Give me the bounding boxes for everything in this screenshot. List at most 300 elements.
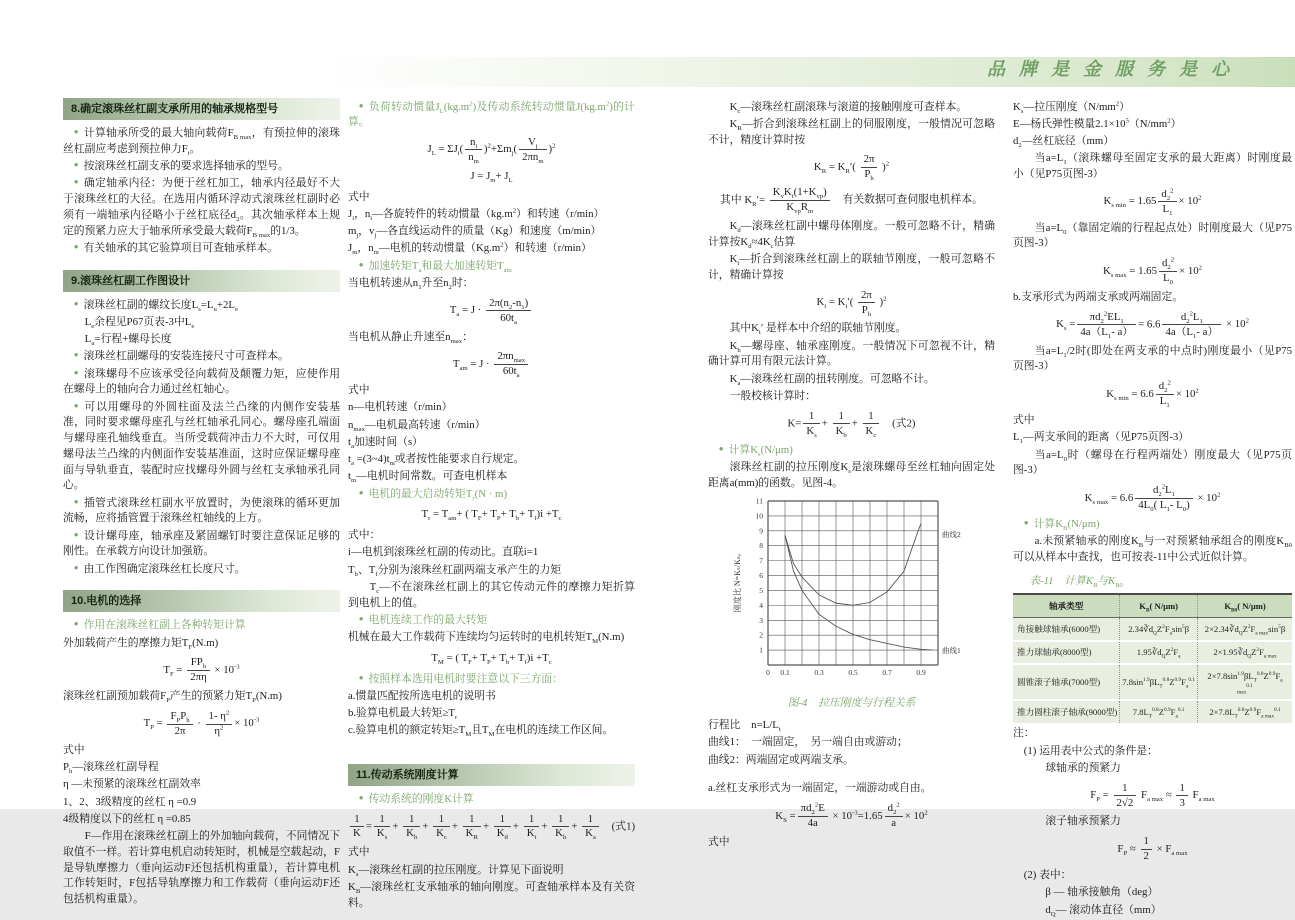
numerator: 1- $\eta^2$ xyxy=(206,710,233,724)
fraction xyxy=(798,802,828,830)
formula xyxy=(708,153,995,181)
table-cell: 推力球轴承(8000型) xyxy=(1013,641,1120,665)
formula-text: $J = J_m+ J_L$ xyxy=(470,169,513,185)
paragraph: 滚子轴承预紧力 xyxy=(1013,815,1121,828)
paragraph: 式中 xyxy=(708,836,730,849)
paragraph: $K_h—$螺母座、轴承座刚度。一般情况下可忽视不计，精确计算可用有限元法计算。 xyxy=(708,339,995,368)
fraction xyxy=(403,813,420,841)
column-3 xyxy=(708,98,995,852)
paragraph: 注： xyxy=(1013,727,1035,740)
paragraph: 机械在最大工作载荷下连续均匀运转时的电机转矩$T_M(N.m)$ xyxy=(348,631,625,646)
table-cell: 推力圆柱滚子轴承(9000型) xyxy=(1013,700,1120,724)
paragraph: 式中 xyxy=(348,190,370,203)
paragraph: 式中 xyxy=(63,743,85,756)
paragraph: $t_a$ $=(3\sim 4)t_m$或者按性能要求自行规定。 xyxy=(348,453,525,468)
paragraph: n—电机转速（r/min） xyxy=(348,401,453,414)
denominator: $n_m$ xyxy=(468,150,479,166)
paragraph: (2) 表中： xyxy=(1013,869,1072,882)
table-cell: $1.95∛d_QZ^2F_a$ xyxy=(1120,641,1198,665)
paragraph: 曲线1： 一端固定， 另一端自由或游动； xyxy=(708,736,908,749)
fraction xyxy=(433,813,450,841)
numerator: $d_2^2L_1$ xyxy=(1135,484,1192,498)
formula-text: + xyxy=(821,417,831,430)
bullet-icon: ● xyxy=(73,400,80,410)
formula-text: = 6.6 xyxy=(1138,318,1161,331)
bullet-icon: ● xyxy=(358,259,364,269)
table-row xyxy=(1013,618,1292,641)
formula-text: $K_S$ = xyxy=(775,809,796,824)
paragraph: $K_R—$折合到滚珠丝杠副上的伺服刚度，一般情况可忽略不计，精度计算时按 xyxy=(708,117,995,146)
fraction xyxy=(1114,782,1137,810)
svg-text:2: 2 xyxy=(758,631,763,641)
denominator: $\eta^2$ xyxy=(214,724,224,737)
numerator: 1 xyxy=(1141,835,1152,849)
formula-text: × $F_{a max}$ xyxy=(1153,842,1188,857)
numerator: 1 xyxy=(350,813,364,827)
formula-text: K= xyxy=(787,417,802,430)
table-cell: $7.8L_T^{0.8}Z^{0.9}F_a^{0.1}$ xyxy=(1120,700,1198,724)
paragraph: F—作用在滚珠丝杠副上的外加轴向载荷，不同情况下取值不一样。若计算电机启动转矩时，机械是空载起动，F是导轨摩擦力（垂向运动F还包括机构重量），若计算电机工作转矩时，F包括导轨摩擦力和工作载荷（垂向运动F还包括机构重量）。 xyxy=(63,830,340,906)
bullet-icon: ● xyxy=(73,529,79,539)
fraction xyxy=(1141,835,1152,863)
fraction xyxy=(187,656,210,684)
green-bullet-item: ● 计算$K_B(N/\mu m)$ xyxy=(1023,518,1100,533)
paragraph: β — 轴承接触角（deg） xyxy=(1013,886,1159,899)
formula-text: · xyxy=(194,717,204,730)
paragraph: 滚珠丝杠副的拉压刚度$K_s$是滚珠螺母至丝杠轴向固定处距离a(mm)的函数。见图-4。 xyxy=(708,460,996,489)
denominator: $K_t$ xyxy=(526,827,537,842)
formula-text: × $10^{-3}$ xyxy=(211,663,240,676)
numerator: $d_2^2$ xyxy=(1156,380,1174,394)
denominator: 2π xyxy=(174,725,186,737)
green-bullet-item: ● 作用在滚珠丝杠副上各种转矩计算 xyxy=(73,619,246,632)
column-header: 轴承类型 xyxy=(1013,594,1120,618)
green-bullet-item: ● 加速转矩$T_a$和最大加速转矩$T_{am}$ xyxy=(358,259,512,274)
svg-text:0.3: 0.3 xyxy=(813,668,824,678)
paragraph: 4级精度以下的丝杠 η =0.85 xyxy=(63,812,191,825)
table-body xyxy=(1013,618,1292,724)
paragraph: 式中 xyxy=(1013,414,1035,427)
formula xyxy=(708,410,995,438)
bullet-item: ● 计算轴承所受的最大轴向载荷$F_{B max}$，有预拉伸的滚珠丝杠副应考虑到预拉伸力$F_t$。 xyxy=(63,127,340,157)
numerator: 1 xyxy=(463,813,481,827)
bullet-icon: ● xyxy=(358,672,364,682)
formula-text: $K_t = K_t'$( xyxy=(816,296,856,311)
numerator: $d_2^2L_1$ xyxy=(1162,311,1221,325)
denominator: $4a(L_1-$ a） xyxy=(1165,325,1219,340)
bullet-icon: ● xyxy=(73,127,79,137)
formula-text: (式2) xyxy=(881,417,916,430)
svg-text:0.1: 0.1 xyxy=(779,668,790,678)
column-4 xyxy=(1013,98,1292,920)
numerator: 1 xyxy=(374,813,390,827)
bullet-icon: ● xyxy=(358,100,364,110)
formula-text: $F_P$ ≈ xyxy=(1117,842,1139,857)
numerator: $\pi d_2^2E$ xyxy=(798,802,828,816)
denominator: $K_{vp}R_m$ xyxy=(786,201,814,216)
denominator: 2 xyxy=(1143,850,1149,863)
denominator: $K_R$ xyxy=(465,827,478,842)
formula xyxy=(1013,380,1292,408)
table-row xyxy=(1013,700,1292,724)
svg-text:7: 7 xyxy=(758,556,763,566)
fraction xyxy=(350,813,364,841)
green-bullet-item: ● 传动系统的刚度K计算 xyxy=(358,792,474,805)
formula-text: $T_P$ = xyxy=(143,717,166,732)
paragraph: $L_u=$行程+螺母长度 xyxy=(84,333,172,348)
green-bullet-item: ● 计算$K_s(N/\mu m)$ xyxy=(718,443,793,458)
table-header-row xyxy=(1013,594,1292,618)
svg-text:3: 3 xyxy=(758,616,763,626)
paragraph: c.验算电机的额定转矩$\ge T_M$且$T_M$在电机的连续工作区间。 xyxy=(348,724,614,739)
paragraph: 曲线2：两端固定或两端支承。 xyxy=(708,753,854,766)
paragraph: 球轴承的预紧力 xyxy=(1013,761,1121,774)
formula-text: )$^2$ xyxy=(879,160,890,173)
bullet-icon: ● xyxy=(1023,518,1029,528)
fraction xyxy=(863,410,880,438)
fraction xyxy=(885,802,903,830)
numerator: $n_i$ xyxy=(465,136,482,150)
bullet-icon: ● xyxy=(358,613,364,623)
paragraph: $K_s—$拉压刚度$(N/mm^2)$ xyxy=(1013,99,1130,115)
paragraph: 式中 xyxy=(348,846,370,859)
fraction xyxy=(1159,257,1177,285)
paragraph: 1、2、3级精度的丝杠 η =0.9 xyxy=(63,795,197,808)
paragraph: $K_c—$滚珠丝杠副滚珠与滚道的接触刚度可查样本。 xyxy=(729,100,968,115)
denominator: $K_b$ xyxy=(406,827,418,842)
bullet-item: ● 滚珠丝杠副螺母的安装连接尺寸可查样本。 xyxy=(73,350,289,363)
bullet-icon: ● xyxy=(73,241,79,251)
fraction xyxy=(833,410,850,438)
denominator: 2√2 xyxy=(1116,796,1134,809)
bearing-stiffness-table xyxy=(1013,593,1292,725)
svg-text:0: 0 xyxy=(765,668,770,678)
formula xyxy=(348,169,635,185)
denominator: $P_h$ xyxy=(864,168,874,183)
bullet-icon: ● xyxy=(73,562,79,572)
paragraph: 式中： xyxy=(348,529,381,542)
denominator: $2\pi n_m$ xyxy=(522,150,544,166)
numerator: 1 xyxy=(403,813,420,827)
numerator: 1 xyxy=(1114,782,1137,796)
formula-text: × $10^2$ xyxy=(1178,194,1202,208)
denominator: a xyxy=(891,817,897,830)
brand-slogan: 品牌是金服务是心 xyxy=(987,59,1243,79)
formula-text: 有关数据可查伺服电机样本。 xyxy=(831,193,983,206)
table-cell: 圆锥滚子轴承(7000型) xyxy=(1013,664,1120,700)
column-header: $K_B$( N/μm) xyxy=(1120,594,1198,618)
numerator: 1 xyxy=(1176,782,1187,796)
svg-text:11: 11 xyxy=(755,496,763,506)
paragraph: 外加载荷产生的摩擦力矩$T_F(N.m)$ xyxy=(63,636,219,651)
formula-text: + xyxy=(482,819,492,832)
section-header: 9.滚珠丝杠副工作图设计 xyxy=(63,270,340,292)
paragraph: b.支承形式为两端支承或两端固定。 xyxy=(1013,291,1184,304)
formula-text: $K_{s min} = 1.65$ xyxy=(1103,195,1157,210)
svg-text:0.5: 0.5 xyxy=(847,668,858,678)
paragraph: $d_Q—$ 滚动体直径（mm） xyxy=(1013,903,1162,918)
formula-text: )$^2$ xyxy=(548,142,556,156)
paragraph: a.未预紧轴承的刚度$K_B$与一对预紧轴承组合的刚度$K_{B0}$可以从样本中查找，也可按表-11中公式近似计算。 xyxy=(1013,535,1292,564)
fraction xyxy=(1135,484,1192,512)
formula xyxy=(63,710,340,738)
fraction xyxy=(1162,311,1221,339)
fraction xyxy=(803,410,819,438)
formula-text: 其中 $K_R'=$ xyxy=(720,193,768,208)
paragraph: 当$a=L_1/2$时(即处在两支承的中点时)刚度最小（见P75页图-3） xyxy=(1013,344,1292,373)
numerator: 2π xyxy=(858,289,875,303)
bullet-item: ● 按滚珠丝杠副支承的要求选择轴承的型号。 xyxy=(73,160,289,173)
paragraph: i—电机到滚珠丝杠副的传动比。直联i=1 xyxy=(348,546,539,559)
denominator: $K_c$ xyxy=(865,424,877,439)
formula xyxy=(708,186,995,214)
green-bullet-item: ● 负荷转动惯量$J_L(kg.m^2)$及传动系统转动惯量$J(kg.m^2)$的计算。 xyxy=(348,99,635,129)
svg-text:10: 10 xyxy=(755,511,763,521)
numerator: 1 xyxy=(863,410,880,424)
formula-text: + xyxy=(392,819,402,832)
formula-text: $K_{s max} = 6.6$ xyxy=(1084,491,1134,506)
fraction xyxy=(861,153,878,181)
formula xyxy=(708,802,995,830)
denominator: $L_0$ xyxy=(1163,272,1173,287)
section-header: 8.确定滚珠丝杠副支承所用的轴承规格型号 xyxy=(63,98,340,120)
paragraph: $P_h—$滚珠丝杠副导程 xyxy=(63,761,159,776)
numerator: 1 xyxy=(524,813,540,827)
paragraph: η —未预紧的滚珠丝杠副效率 xyxy=(63,778,201,791)
formula-text: $K_{s min} = 6.6$ xyxy=(1106,387,1154,402)
paragraph: $d_2—$丝杠底径（mm） xyxy=(1013,135,1115,150)
denominator: $4a(L_1-$ a） xyxy=(1080,325,1134,340)
paragraph: $T_b$、$T_f$分别为滚珠丝杠副两端支承产生的力矩 xyxy=(348,563,562,578)
numerator: $2\pi(n_2-n_1)$ xyxy=(486,297,531,311)
formula-text: $J_L = \Sigma J_i$( xyxy=(427,143,464,158)
formula-text: = xyxy=(365,819,372,832)
fraction xyxy=(494,350,528,378)
formula-text: × $10^2$ xyxy=(1175,387,1199,400)
fraction xyxy=(1077,311,1136,339)
spacer xyxy=(708,770,995,780)
table-cell: $2\times 1.95∛d_QZ^2F_{a max}$ xyxy=(1198,641,1292,665)
formula xyxy=(1013,188,1292,216)
formula xyxy=(63,656,340,684)
bullet-item: ● 可以用螺母的外圆柱面及法兰凸缘的内侧作安装基准，同时要求螺母座孔与丝杠轴承孔同心。螺母座孔端面与螺母座孔轴线垂直。当所受载荷冲击力不大时，可仅用螺母法兰凸缘的内侧面作安装基准面，这时应保证螺母座面与导轨垂直，装配时应找螺母外圆与丝杠支承轴承孔同心。 xyxy=(63,400,341,492)
paragraph: a.丝杠支承形式为一端固定，一端游动或自由。 xyxy=(708,782,932,795)
bullet-icon: ● xyxy=(73,160,79,170)
paragraph: 一般校核计算时： xyxy=(729,389,816,402)
bullet-icon: ● xyxy=(73,177,79,187)
formula xyxy=(348,297,635,325)
numerator: $d_2^2$ xyxy=(1159,257,1177,271)
svg-text:曲线1: 曲线1 xyxy=(941,646,961,656)
table-cell: $2.34∛d_QZ^2F_a\sin^5\beta$ xyxy=(1120,618,1198,641)
formula-text: $T_r = T_{am}+$ ( $T_F+ T_P+ T_b+ T_f)i +T_c$ xyxy=(421,508,562,523)
numerator: 1 xyxy=(803,410,819,424)
numerator: 1 xyxy=(433,813,450,827)
paragraph: $T_c—$不在滚珠丝杠副上的其它传动元件的摩擦力矩折算到电机上的值。 xyxy=(348,580,635,609)
paragraph: 当电机转速从$n_1$升至$n_2$时： xyxy=(348,276,474,292)
paragraph: (1) 运用表中公式的条件是： xyxy=(1013,744,1158,757)
formula-text: (式1) xyxy=(600,819,636,832)
denominator: K xyxy=(353,827,361,840)
fraction xyxy=(1158,188,1176,216)
formula-text: × $10^2$ xyxy=(1194,490,1221,504)
formula-text: $F_P$ = xyxy=(1090,789,1112,804)
formula xyxy=(1013,311,1292,339)
paragraph: $K_a—$滚珠丝杠副的扭转刚度。可忽略不计。 xyxy=(729,372,935,387)
formula xyxy=(1013,835,1292,863)
paragraph: E—杨氏弹性模量$2.1\times 10^5(N/mm^2)$ xyxy=(1013,117,1182,130)
table-cell: $2\times 7.8L_T^{0.8}Z^{0.9}F_{a max}^{0.1}$ xyxy=(1198,700,1292,724)
paragraph: $m_j$，$v_j—$各直线运动件的质量（Kg）和速度（m/min） xyxy=(348,225,602,240)
formula xyxy=(348,350,635,378)
fraction xyxy=(770,186,830,214)
fraction xyxy=(463,813,481,841)
formula-text: × $10^{-3}$ xyxy=(234,716,260,730)
formula-text: $T_F$ = xyxy=(163,663,186,678)
paragraph: $K_s—$滚珠丝杠副的拉压刚度。计算见下面说明 xyxy=(348,863,564,878)
numerator: $\pi d_2^2EL_1$ xyxy=(1077,311,1136,325)
table-head xyxy=(1013,594,1292,618)
denominator: $K_c$ xyxy=(436,827,447,842)
denominator: $K_s$ xyxy=(806,424,817,439)
formula xyxy=(348,813,635,841)
table-cell: $2\times 7.8\sin^{1.9}\beta L_T^{0.8}Z^{0.9}F_{a max}^{0.1}$ xyxy=(1198,664,1292,700)
formula-text: $T_a = J$ · xyxy=(449,304,485,319)
formula xyxy=(1013,257,1292,285)
paragraph: $J_m$，$n_m—$电机的转动惯量$(Kg.m^2)$和转速（r/min） xyxy=(348,241,592,257)
formula-text: )$^2+\Sigma m_j$( xyxy=(483,142,518,158)
paragraph: 当电机从静止升速至$n_{max}$： xyxy=(348,330,473,345)
denominator: $K_h$ xyxy=(555,827,567,842)
denominator: 4a xyxy=(807,817,818,830)
column-1 xyxy=(63,98,340,909)
fraction xyxy=(465,136,482,164)
svg-text:8: 8 xyxy=(758,541,763,551)
paragraph: $L_1—$两支承间的距离（见P75页图-3） xyxy=(1013,431,1190,446)
bullet-icon: ● xyxy=(718,443,724,453)
denominator: $L_1$ xyxy=(1159,395,1170,410)
fraction xyxy=(374,813,390,841)
svg-text:1: 1 xyxy=(758,645,763,655)
formula-text: + xyxy=(422,819,432,832)
denominator: 3 xyxy=(1179,796,1185,809)
table-row xyxy=(1013,641,1292,665)
formula xyxy=(1013,484,1292,512)
paragraph: $K_t—$折合到滚珠丝杠副上的联轴节刚度，一般可忽略不计，精确计算按 xyxy=(708,253,995,281)
bullet-icon: ● xyxy=(358,792,364,802)
paragraph: $K_d—$滚珠丝杠副中螺母体刚度。一般可忽略不计，精确计算按$K_d\approx 4K_c$估算 xyxy=(708,220,995,250)
formula-text: $K_{s max} = 1.65$ xyxy=(1102,264,1157,279)
svg-text:4: 4 xyxy=(758,601,763,611)
denominator: $K_d$ xyxy=(496,827,508,842)
paragraph: 行程比 $n=L/L_t$ xyxy=(708,719,781,734)
denominator: $K_a$ xyxy=(585,827,596,842)
paragraph: 当$a=L_1$（滚珠螺母至固定支承的最大距离）时刚度最小（见P75页图-3） xyxy=(1013,152,1292,180)
numerator: 2π xyxy=(861,153,878,167)
bullet-item: ● 滚珠丝杠副的螺纹长度$L_s=L_u+2L_e$ xyxy=(73,298,238,313)
numerator: 1 xyxy=(552,813,569,827)
paragraph: a.惯量匹配按所选电机的说明书 xyxy=(348,689,496,702)
denominator: 2πη xyxy=(190,671,207,684)
fraction xyxy=(519,136,546,164)
paragraph: 式中 xyxy=(348,384,370,397)
paragraph: 当$a=L_0$时（螺母在行程两端处）刚度最大（见P75页图-3） xyxy=(1013,448,1292,477)
section-header: 11.传动系统刚度计算 xyxy=(348,764,635,786)
numerator: $K_vK_i(1+K_{vp})$ xyxy=(770,186,830,200)
svg-text:9: 9 xyxy=(758,526,763,536)
bullet-item: ● 确定轴承内径：为便于丝杠加工，轴承内径最好不大于滚珠丝杠的大径。在选用内循环浮动式滚珠丝杠副时必须有一端轴承内径略小于丝杠底径$d_2$。其次轴承样本上规定的预紧力应大于轴承所承受最大载荷$F_{B max}$的1/3。 xyxy=(63,177,340,239)
formula-text: $T_{am} = J$ · xyxy=(452,357,493,372)
column-2 xyxy=(348,98,635,913)
denominator: $P_h$ xyxy=(861,303,872,318)
numerator: 1 xyxy=(833,410,850,424)
formula-text: + xyxy=(571,819,581,832)
fraction xyxy=(552,813,569,841)
denominator: $K_s$ xyxy=(376,827,388,842)
formula-text: + xyxy=(541,819,551,832)
numerator: $V_j$ xyxy=(519,136,546,150)
numerator: $d_2^2$ xyxy=(1158,188,1176,202)
denominator: $K_b$ xyxy=(835,424,847,439)
bullet-icon: ● xyxy=(73,496,79,506)
svg-text:曲线2: 曲线2 xyxy=(941,530,961,540)
formula-text: × $10^2$ xyxy=(1223,317,1249,331)
figure-caption: 图-4 拉压刚度与行程关系 xyxy=(787,697,916,710)
formula-text: × $10^2$ xyxy=(1179,264,1203,277)
paragraph: $n_{max}—$电机最高转速（r/min） xyxy=(348,418,486,433)
formula-text: $T_M$ = ( $T_F+ T_P+ T_b+ T_f)i +T_c$ xyxy=(431,651,552,667)
numerator: $d_2^2$ xyxy=(885,802,903,816)
fraction xyxy=(582,813,599,841)
numerator: 1 xyxy=(582,813,599,827)
bullet-item: ● 设计螺母座，轴承座及紧固螺钉时要注意保证足够的刚性。在承载方向设计加强筋。 xyxy=(63,529,340,558)
formula xyxy=(348,507,635,523)
spacer xyxy=(348,741,635,751)
fraction xyxy=(206,710,233,738)
formula xyxy=(348,651,635,667)
paragraph: 滚珠丝杠副预加载荷$F_P$产生的预紧力矩$T_P(N.m)$ xyxy=(63,690,282,705)
svg-text:6: 6 xyxy=(758,571,763,581)
formula xyxy=(708,289,995,317)
bullet-icon: ● xyxy=(73,367,79,377)
fraction xyxy=(494,813,511,841)
fraction xyxy=(486,297,531,325)
table-row xyxy=(1013,664,1292,700)
formula-text: $K_R = K_R'$( xyxy=(813,160,859,175)
fraction xyxy=(1156,380,1174,408)
formula-text: + xyxy=(451,819,461,832)
formula-text: $F_{a max}$ ≈ xyxy=(1138,789,1175,804)
stiffness-stroke-chart xyxy=(708,495,995,693)
bullet-icon: ● xyxy=(73,619,79,629)
table-cell: $2\times 2.34∛d_QZ^2F_{a max}\sin^5\beta$ xyxy=(1198,618,1292,641)
paragraph: $K_B—$滚珠丝杠支承轴承的轴向刚度。可查轴承样本及有关资料。 xyxy=(348,880,635,909)
bullet-icon: ● xyxy=(73,298,79,308)
line-chart xyxy=(728,495,976,693)
formula-text: )$^2$ xyxy=(876,295,887,308)
formula-text: $F_{a max}$ xyxy=(1189,789,1215,804)
numerator: $F_PP_h$ xyxy=(167,710,192,724)
table-caption: 表-11 计算$K_B$与$K_{B0}$ xyxy=(1029,574,1123,589)
paragraph: $t_a$加速时间（s） xyxy=(348,435,423,451)
formula-text: × $10^{-3}=1.65$ xyxy=(829,808,883,822)
bullet-item: ● 滚珠螺母不应该承受径向载荷及颠覆力矩，应使作用在螺母上的轴向合力通过丝杠轴心。 xyxy=(63,367,340,396)
paragraph: $L_e$余程见P67页表-3中$L_e$ xyxy=(84,315,195,330)
paragraph: $t_m—$电机时间常数。可查电机样本 xyxy=(348,470,508,485)
green-bullet-item: ● 电机连续工作的最大转矩 xyxy=(358,613,488,626)
fraction xyxy=(524,813,540,841)
table-cell: $7.8\sin^{1.9}\beta L_T^{0.8}Z^{0.9}F_a^{0.1}$ xyxy=(1120,664,1198,700)
